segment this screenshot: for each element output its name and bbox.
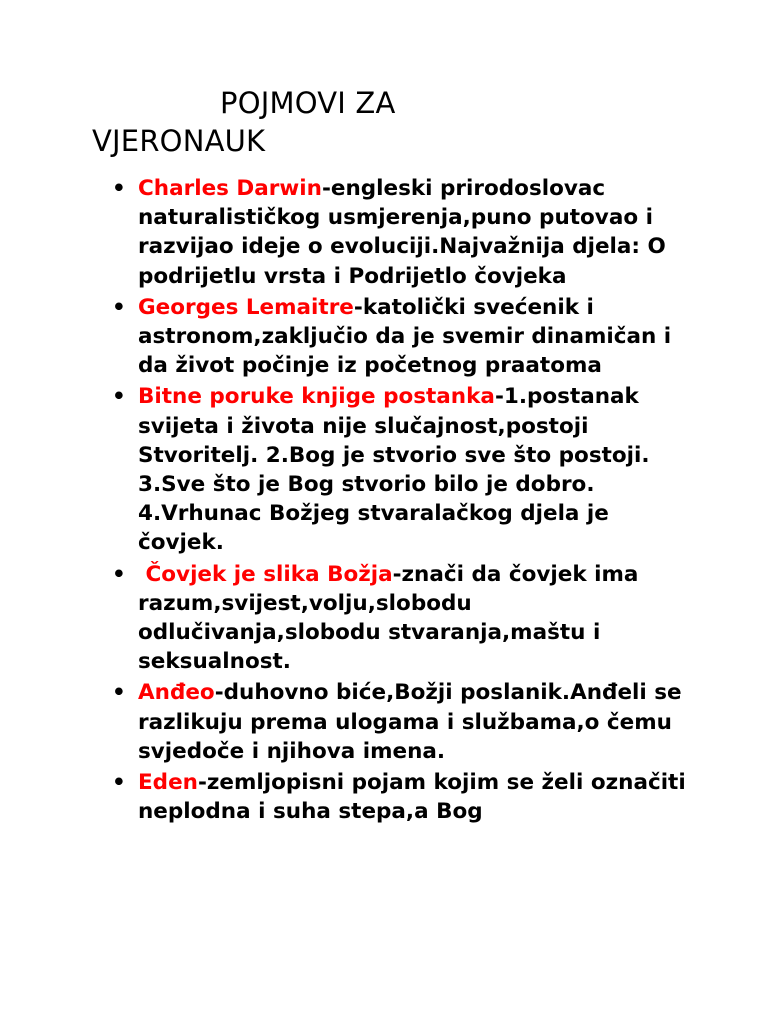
title-line-2: VJERONAUK: [92, 124, 266, 158]
term-definition: -zemljopisni pojam kojim se želi označiti neplodna i suha stepa,a Bog: [138, 770, 686, 825]
document-title: [92, 84, 612, 160]
term-name: Charles Darwin: [138, 176, 322, 201]
bullet-icon: •: [112, 176, 126, 201]
list-item: [110, 293, 690, 381]
term-definition: -duhovno biće,Božji poslanik.Anđeli se razlikuju prema ulogama i službama,o čemu svjedoče i njihova imena.: [138, 680, 682, 764]
term-name: Bitne poruke knjige postanka: [138, 384, 495, 410]
term-definition: -katolički svećenik i astronom,zaključio da je svemir dinamičan i da život počinje iz početnog praatoma: [138, 294, 672, 379]
term-definition: -1.postanak svijeta i života nije slučajnost,postoji Stvoritelj. 2.Bog je stvorio sve što postoji. 3.Sve što je Bog stvorio bilo je dobro. 4.Vrhunac Božjeg stvaralačkog djela je čovjek.: [138, 384, 650, 556]
terms-list: [110, 174, 690, 828]
list-item: [110, 678, 690, 766]
term-name: Anđeo: [138, 680, 215, 706]
term-name: Čovjek je slika Božja: [145, 561, 393, 587]
term-definition: -engleski prirodoslovac naturalističkog usmjerenja,puno putovao i razvijao ideje o evoluciji.Najvažnija djela: O podrijetlu vrsta i Podrijetlo čovjeka: [138, 176, 666, 289]
list-item: [110, 560, 690, 677]
list-item: [110, 174, 690, 291]
list-item: [110, 768, 690, 826]
bullet-icon: •: [112, 384, 126, 410]
bullet-icon: •: [112, 294, 126, 320]
title-line-1: POJMOVI ZA: [220, 86, 396, 120]
term-name: Georges Lemaitre: [138, 294, 354, 320]
bullet-icon: •: [112, 680, 126, 706]
bullet-icon: •: [112, 561, 126, 587]
bullet-icon: •: [112, 770, 126, 796]
term-name: Eden: [138, 770, 198, 796]
list-item: [110, 382, 690, 557]
term-definition: -znači da čovjek ima razum,svijest,volju,slobodu odlučivanja,slobodu stvaranja,maštu i seksualnost.: [138, 561, 639, 675]
